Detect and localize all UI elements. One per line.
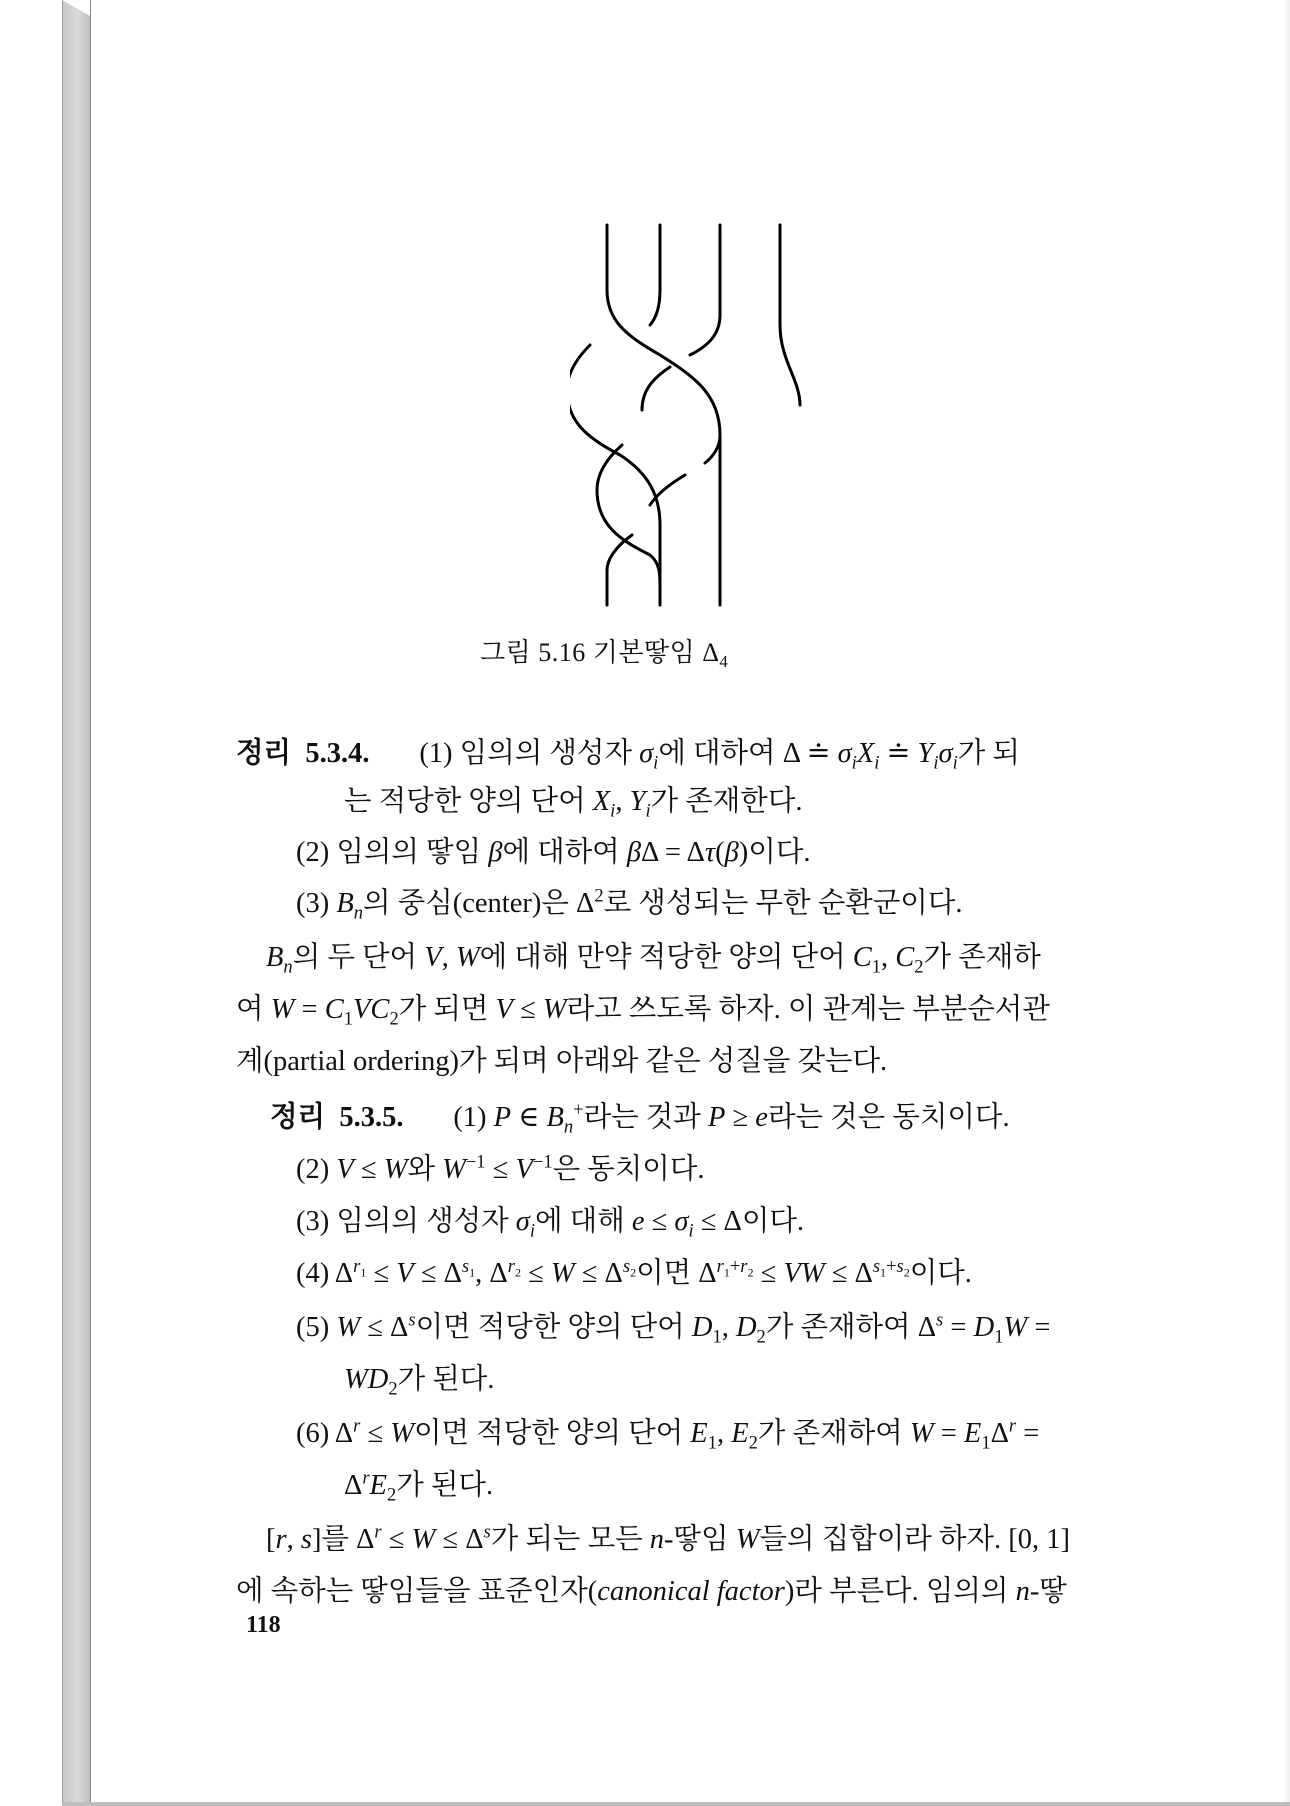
page-right-edge xyxy=(1282,0,1290,1806)
paragraph-1-line1: $B_n$의 두 단어 V, W에 대해 만약 적당한 양의 단어 $C_1$, $C_2$가 존재하 xyxy=(266,942,1041,978)
page-number: 118 xyxy=(246,1612,281,1638)
braid-strand-3b xyxy=(642,367,670,410)
paragraph-1-line3: 계(partial ordering)가 되며 아래와 같은 성질을 갖는다. xyxy=(236,1046,888,1077)
paragraph-1-line2: 여 $W = C_1VC_2$가 되면 V ≤ W라고 쓰도록 하자. 이 관계는 부분순서관 xyxy=(236,994,1050,1030)
theorem-5-3-5-item4: (4) $\Delta^{r_1} \le V \le \Delta^{s_1}$, $\Delta^{r_2} \le W \le \Delta^{s_2}$이면 $\Delta^{r_1+r_2}$ ≤ VW ≤ $\Delta^{s_1+s_2}$이다. xyxy=(296,1255,972,1289)
theorem-5-3-5-item5-cont: $WD_2$가 된다. xyxy=(344,1364,495,1400)
page-bottom-edge xyxy=(62,1802,1290,1806)
braid-strand-1 xyxy=(607,225,720,605)
item-number: (1) xyxy=(419,738,453,769)
theorem-5-3-5-item3: (3) 임의의 생성자 $\sigma_i$에 대해 $e \le \sigma_i \le \Delta$이다. xyxy=(296,1206,805,1242)
theorem-5-3-5-item6: (6) $\Delta^r \le W$이면 적당한 양의 단어 $E_1$, $E_2$가 존재하여 $W = E_1\Delta^r$ = xyxy=(296,1415,1040,1454)
theorem-number: 5.3.5. xyxy=(339,1102,404,1133)
theorem-5-3-4-item2: (2) 임의의 땋임 β에 대하여 βΔ = Δτ(β)이다. xyxy=(296,837,811,868)
figure-caption xyxy=(480,632,880,672)
theorem-5-3-5-line1: 정리 5.3.5. (1) P ∈ $B_n^+$라는 것과 P ≥ e라는 것은 동치이다. xyxy=(270,1099,1010,1138)
item-number: (2) xyxy=(296,837,330,868)
theorem-5-3-5-item6-cont: $\Delta^rE_2$가 된다. xyxy=(344,1467,494,1506)
theorem-5-3-4-line2: 는 적당한 양의 단어 $X_i$, $Y_i$가 존재한다. xyxy=(344,786,803,822)
theorem-label: 정리 xyxy=(270,1102,326,1133)
paragraph-2-line1: [r, s]를 $\Delta^r \le W \le \Delta^s$가 되는 모든 n-땋임 W들의 집합이라 하자. [0, 1] xyxy=(266,1521,1070,1555)
theorem-number: 5.3.4. xyxy=(305,738,370,769)
caption-text: 그림 5.16 기본땋임 Δ xyxy=(480,638,720,667)
braid-strand-4e xyxy=(607,535,632,605)
theorem-label: 정리 xyxy=(236,738,292,769)
item-number: (2) xyxy=(296,1154,330,1185)
item-number: (6) xyxy=(296,1418,330,1449)
theorem-5-3-4-line1: 정리 5.3.4. (1) 임의의 생성자 $\sigma_i$에 대하여 Δ ≐ $\sigma_iX_i$ ≐ $Y_i\sigma_i$가 되 xyxy=(236,738,1020,774)
book-spine xyxy=(62,0,91,1806)
item-number: (3) xyxy=(296,1206,330,1237)
item-number: (1) xyxy=(453,1102,487,1133)
item-number: (4) xyxy=(296,1258,330,1289)
theorem-5-3-5-item5: (5) $W \le \Delta^s$이면 적당한 양의 단어 $D_1$, $D_2$가 존재하여 $\Delta^s = D_1W$ = xyxy=(296,1309,1051,1348)
theorem-5-3-5-item2: (2) V ≤ W와 $W^{-1} \le V^{-1}$은 동치이다. xyxy=(296,1151,705,1185)
braid-diagram xyxy=(570,205,890,625)
theorem-5-3-4-item3: (3) $B_n$의 중심(center)은 $\Delta^2$로 생성되는 무한 순환군이다. xyxy=(296,885,963,924)
braid-strand-3 xyxy=(690,225,720,355)
braid-strand-2 xyxy=(650,225,660,325)
caption-subscript: 4 xyxy=(719,652,729,672)
spine-corner xyxy=(62,0,90,16)
braid-strand-4 xyxy=(780,225,800,405)
item-number: (5) xyxy=(296,1312,330,1343)
item-number: (3) xyxy=(296,888,330,919)
braid-strand-2b xyxy=(570,345,660,605)
paragraph-2-line2: 에 속하는 땋임들을 표준인자(canonical factor)라 부른다. 임의의 n-땋 xyxy=(236,1576,1067,1607)
braid-strand-4c xyxy=(705,435,720,463)
canonical-factor-term: canonical factor xyxy=(597,1576,785,1607)
